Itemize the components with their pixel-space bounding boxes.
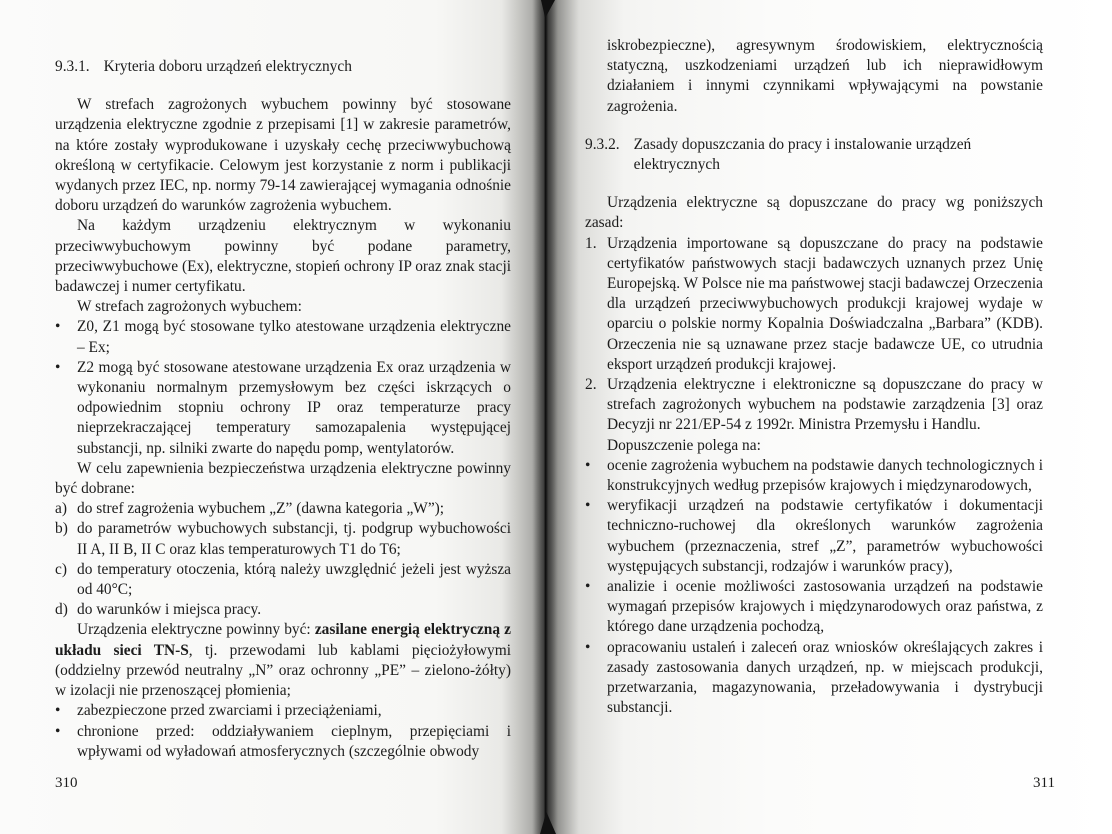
bullet-list — [55, 701, 511, 762]
section-number: 9.3.1. — [55, 58, 90, 75]
bullet-icon: • — [585, 456, 591, 474]
paragraph: Dopuszczenie polega na: — [607, 436, 761, 454]
lettered-list — [55, 499, 511, 620]
list-item — [55, 600, 511, 620]
bold-text: zasilane energią elektryczną z układu sieci TN-S — [55, 621, 511, 659]
list-item-text: Urządzenia elektryczne i elektroniczne są dopuszczane do pracy w strefach zagrożonych wybuchem na podstawie zarządzenia [3] oraz Decyzji nr 221/EP-54 z 1992r. Ministra Przemysłu i Handlu. — [607, 376, 1043, 434]
list-item — [585, 234, 1043, 375]
text-run: , tj. przewodami lub kablami pięciożyłowymi (oddzielny przewód neutralny „N” oraz ochronny „PE” – zielono-żółty) w izolacji nie przenoszącej płomienia; — [55, 641, 511, 700]
list-item — [585, 638, 1043, 719]
list-item-text: do stref zagrożenia wybuchem „Z” (dawna kategoria „W”); — [77, 500, 445, 518]
section-heading — [585, 135, 1043, 175]
list-item — [55, 701, 511, 721]
list-marker: d) — [55, 601, 68, 619]
paragraph — [55, 620, 511, 701]
bullet-icon: • — [55, 722, 61, 740]
list-item-text: Z2 mogą być stosowane atestowane urządzenia Ex oraz urządzenia w wykonaniu normalnym przemysłowym bez części iskrzących o odpowiednim stopniu ochrony IP oraz temperaturze pracy nieprzekraczającej temperatury samozapalenia występującej substancji, np. silniki zwarte do napędu pomp, wentylatorów. — [77, 358, 511, 457]
bullet-list — [585, 456, 1043, 719]
section-heading — [55, 57, 511, 77]
paragraph: W strefach zagrożonych wybuchem: — [77, 298, 302, 316]
list-item-text: do warunków i miejsca pracy. — [77, 601, 262, 619]
list-item-text: chronione przed: oddziaływaniem cieplnym, przepięciami i wpływami od wyładowań atmosferycznych (szczególnie obwody — [77, 722, 511, 760]
list-item-text: do parametrów wybuchowych substancji, tj. podgrup wybuchowości II A, II B, II C oraz klas temperaturowych T1 do T6; — [77, 520, 511, 558]
bullet-list — [55, 317, 511, 458]
list-item-text: opracowaniu ustaleń i zaleceń oraz wniosków określających zakres i zasady zastosowania danych urządzeń, np. w miejscach produkcji, przetwarzania, magazynowania, przeładowywania i dystrybucji substancji. — [607, 638, 1043, 717]
list-item-text: Z0, Z1 mogą być stosowane tylko atestowane urządzenia elektryczne – Ex; — [77, 318, 511, 356]
paragraph: Na każdym urządzeniu elektrycznym w wykonaniu przeciwwybuchowym powinny być podane parametry, przeciwwybuchowe (Ex), elektryczne, stopień ochrony IP oraz znak stacji badawczej i numer certyfikatu. — [55, 217, 511, 296]
list-item-text: do temperatury otoczenia, którą należy uwzględnić jeżeli jest wyższa od 40°C; — [77, 560, 511, 599]
bullet-icon: • — [55, 358, 61, 376]
page-number: 311 — [1033, 775, 1055, 791]
list-item — [585, 496, 1043, 577]
list-marker: 1. — [585, 234, 597, 252]
list-marker: b) — [55, 520, 68, 538]
right-page — [545, 0, 1112, 834]
list-item — [55, 722, 511, 762]
paragraph: W strefach zagrożonych wybuchem powinny być stosowane urządzenia elektryczne zgodnie z przepisami [1] w zakresie parametrów, na które zostały wyprodukowane i uzyskały cechę przeciwwybuchową określoną w certyfikacie. Celowym jest korzystanie z norm i publikacji wydanych przez IEC, np. normy 79-14 zawierającej wymagania odnośnie doboru urządzeń do warunków zagrożenia wybuchem. — [55, 96, 511, 215]
left-page-content — [55, 57, 511, 762]
list-item — [55, 519, 511, 559]
bullet-icon: • — [55, 702, 61, 720]
continued-list-text: iskrobezpieczne), agresywnym środowiskiem, elektrycznością statyczną, uszkodzeniami urządzeń lub ich nieprawidłowym działaniem i innymi czynnikami wpływającymi na powstanie zagrożenia. — [607, 37, 1043, 115]
text-run: Urządzenia elektryczne powinny być: — [77, 621, 315, 639]
list-item-text: analizie i ocenie możliwości zastosowania urządzeń na podstawie wymagań przepisów krajowych i międzynarodowych oraz państwa, z którego dane urządzenia pochodzą, — [607, 578, 1043, 636]
section-title: Kryteria doboru urządzeń elektrycznych — [103, 58, 352, 75]
list-item — [585, 456, 1043, 496]
section-number: 9.3.2. — [585, 135, 620, 153]
bullet-icon: • — [585, 497, 591, 515]
numbered-list — [585, 234, 1043, 436]
left-page — [0, 0, 545, 834]
list-item — [585, 577, 1043, 638]
bullet-icon: • — [585, 638, 591, 656]
book-gutter — [532, 0, 558, 834]
bullet-icon: • — [585, 578, 591, 596]
list-item-text: ocenie zagrożenia wybuchem na podstawie danych technologicznych i konstrukcyjnych według przepisów krajowych i międzynarodowych, — [607, 456, 1043, 495]
bullet-icon: • — [55, 318, 61, 336]
list-item — [55, 560, 511, 600]
list-item — [55, 499, 511, 519]
list-item — [55, 317, 511, 357]
list-marker: 2. — [585, 376, 597, 394]
list-item — [585, 375, 1043, 436]
right-page-content — [585, 36, 1043, 719]
paragraph: Urządzenia elektryczne są dopuszczane do pracy wg poniższych zasad: — [585, 194, 1043, 232]
list-item-text: zabezpieczone przed zwarciami i przeciążeniami, — [77, 702, 382, 720]
list-item — [55, 358, 511, 459]
section-title: Zasady dopuszczania do pracy i instalowanie urządzeń elektrycznych — [633, 135, 972, 174]
list-item-text: Urządzenia importowane są dopuszczane do pracy na podstawie certyfikatów państwowych stacji badawczych uznanych przez Unię Europejską. W Polsce nie ma państwowej stacji badawczej Orzeczenia dla urządzeń przeciwwybuchowych produkcji krajowej wydaje w oparciu o polskie normy Kopalnia Doświadczalna „Barbara” (KDB). Orzeczenia nie są uznawane przez stacje badawcze UE, co utrudnia eksport urządzeń produkcji krajowej. — [607, 234, 1043, 373]
paragraph: W celu zapewnienia bezpieczeństwa urządzenia elektryczne powinny być dobrane: — [55, 459, 511, 498]
list-marker: a) — [55, 500, 67, 518]
page-number: 310 — [55, 775, 78, 791]
list-item-text: weryfikacji urządzeń na podstawie certyfikatów i dokumentacji techniczno-ruchowej dla określonych warunków zagrożenia wybuchem (przeznaczenia, stref „Z”, parametrów wybuchowości występujących substancji, rodzajów i warunków pracy), — [607, 497, 1043, 575]
list-marker: c) — [55, 560, 67, 578]
